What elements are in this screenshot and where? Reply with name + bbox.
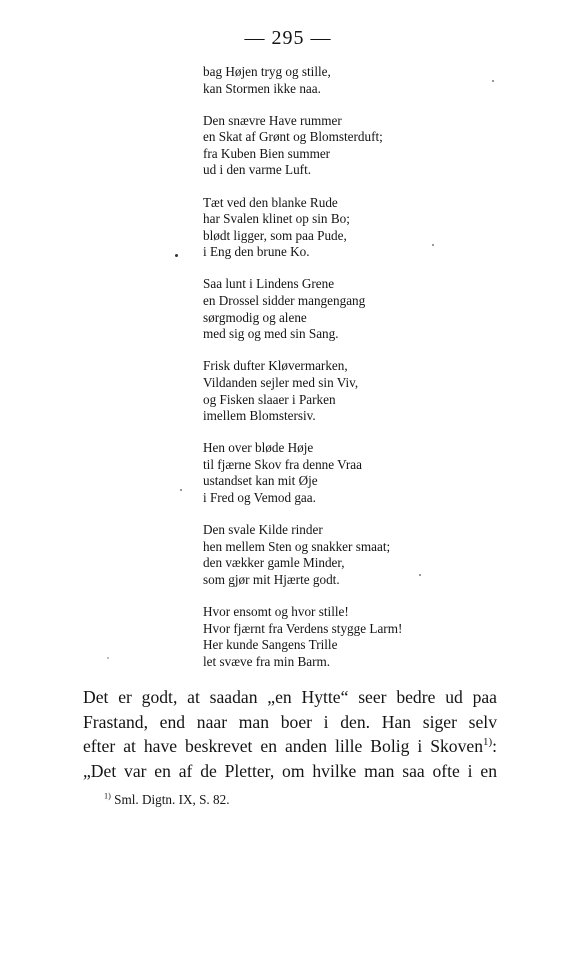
verse-line: har Svalen klinet op sin Bo; (203, 211, 350, 227)
paragraph-line: „Det var en af de Pletter, om hvilke man saa ofte i en (83, 760, 497, 781)
print-speck (107, 657, 109, 659)
verse-line: som gjør mit Hjærte godt. (203, 571, 340, 587)
verse-line: Den svale Kilde rinder (203, 522, 323, 538)
verse-line: imellem Blomstersiv. (203, 408, 316, 424)
footnote-reference: 1) (483, 736, 493, 749)
footnote-marker: 1) (104, 791, 111, 801)
poem-stanza (203, 358, 533, 424)
print-speck (419, 574, 421, 576)
verse-line: bag Højen tryg og stille, (203, 64, 331, 79)
verse-line: i Eng den brune Ko. (203, 244, 310, 260)
verse-line: med sig og med sin Sang. (203, 326, 339, 342)
footnote (104, 792, 230, 808)
poem-stanza (203, 113, 533, 179)
verse-line: fra Kuben Bien summer (203, 145, 331, 161)
paragraph-text: efter at have beskrevet en anden lille Bolig i Skoven (83, 736, 484, 757)
verse-line: til fjærne Skov fra denne Vraa (203, 456, 362, 472)
verse-line: blødt ligger, som paa Pude, (203, 227, 347, 243)
verse-line: let svæve fra min Barm. (203, 653, 331, 669)
verse-line: og Fisken slaaer i Parken (203, 391, 336, 407)
verse-line: Hvor fjærnt fra Verdens stygge Larm! (203, 620, 403, 636)
poem-stanza (203, 604, 533, 670)
poem-stanza (203, 276, 533, 342)
poem-stanza (203, 64, 533, 97)
verse-line: Den snævre Have rummer (203, 112, 342, 128)
print-speck (432, 244, 434, 246)
footnote-text: Sml. Digtn. IX, S. 82. (110, 792, 230, 807)
paragraph-line (83, 734, 497, 759)
print-speck (492, 80, 494, 82)
verse-line: en Drossel sidder mangengang (203, 293, 366, 309)
verse-line: ustandset kan mit Øje (203, 473, 318, 489)
poem (203, 64, 533, 670)
poem-stanza (203, 522, 533, 588)
verse-line: den vækker gamle Minder, (203, 555, 345, 571)
print-speck (175, 254, 178, 257)
print-speck (180, 489, 182, 491)
page-number: — 295 — (244, 27, 332, 49)
paragraph-line: Frastand, end naar man boer i den. Han siger selv (83, 711, 497, 732)
paragraph-line: Det er godt, at saadan „en Hytte“ seer bedre ud paa (83, 687, 497, 707)
verse-line: sørgmodig og alene (203, 309, 307, 325)
poem-stanza (203, 195, 533, 261)
verse-line: i Fred og Vemod gaa. (203, 489, 316, 505)
verse-line: Saa lunt i Lindens Grene (203, 276, 335, 292)
paragraph-text: : (492, 736, 497, 757)
verse-line: kan Stormen ikke naa. (203, 80, 321, 96)
body-paragraph (83, 685, 497, 783)
verse-line: Frisk dufter Kløvermarken, (203, 358, 348, 374)
verse-line: Hen over bløde Høje (203, 440, 314, 456)
poem-stanza (203, 440, 533, 506)
verse-line: Tæt ved den blanke Rude (203, 194, 338, 210)
verse-line: Her kunde Sangens Trille (203, 637, 338, 653)
verse-line: Vildanden sejler med sin Viv, (203, 374, 359, 390)
verse-line: en Skat af Grønt og Blomsterduft; (203, 129, 383, 145)
verse-line: Hvor ensomt og hvor stille! (203, 603, 349, 619)
verse-line: ud i den varme Luft. (203, 162, 312, 178)
verse-line: hen mellem Sten og snakker smaat; (203, 538, 391, 554)
